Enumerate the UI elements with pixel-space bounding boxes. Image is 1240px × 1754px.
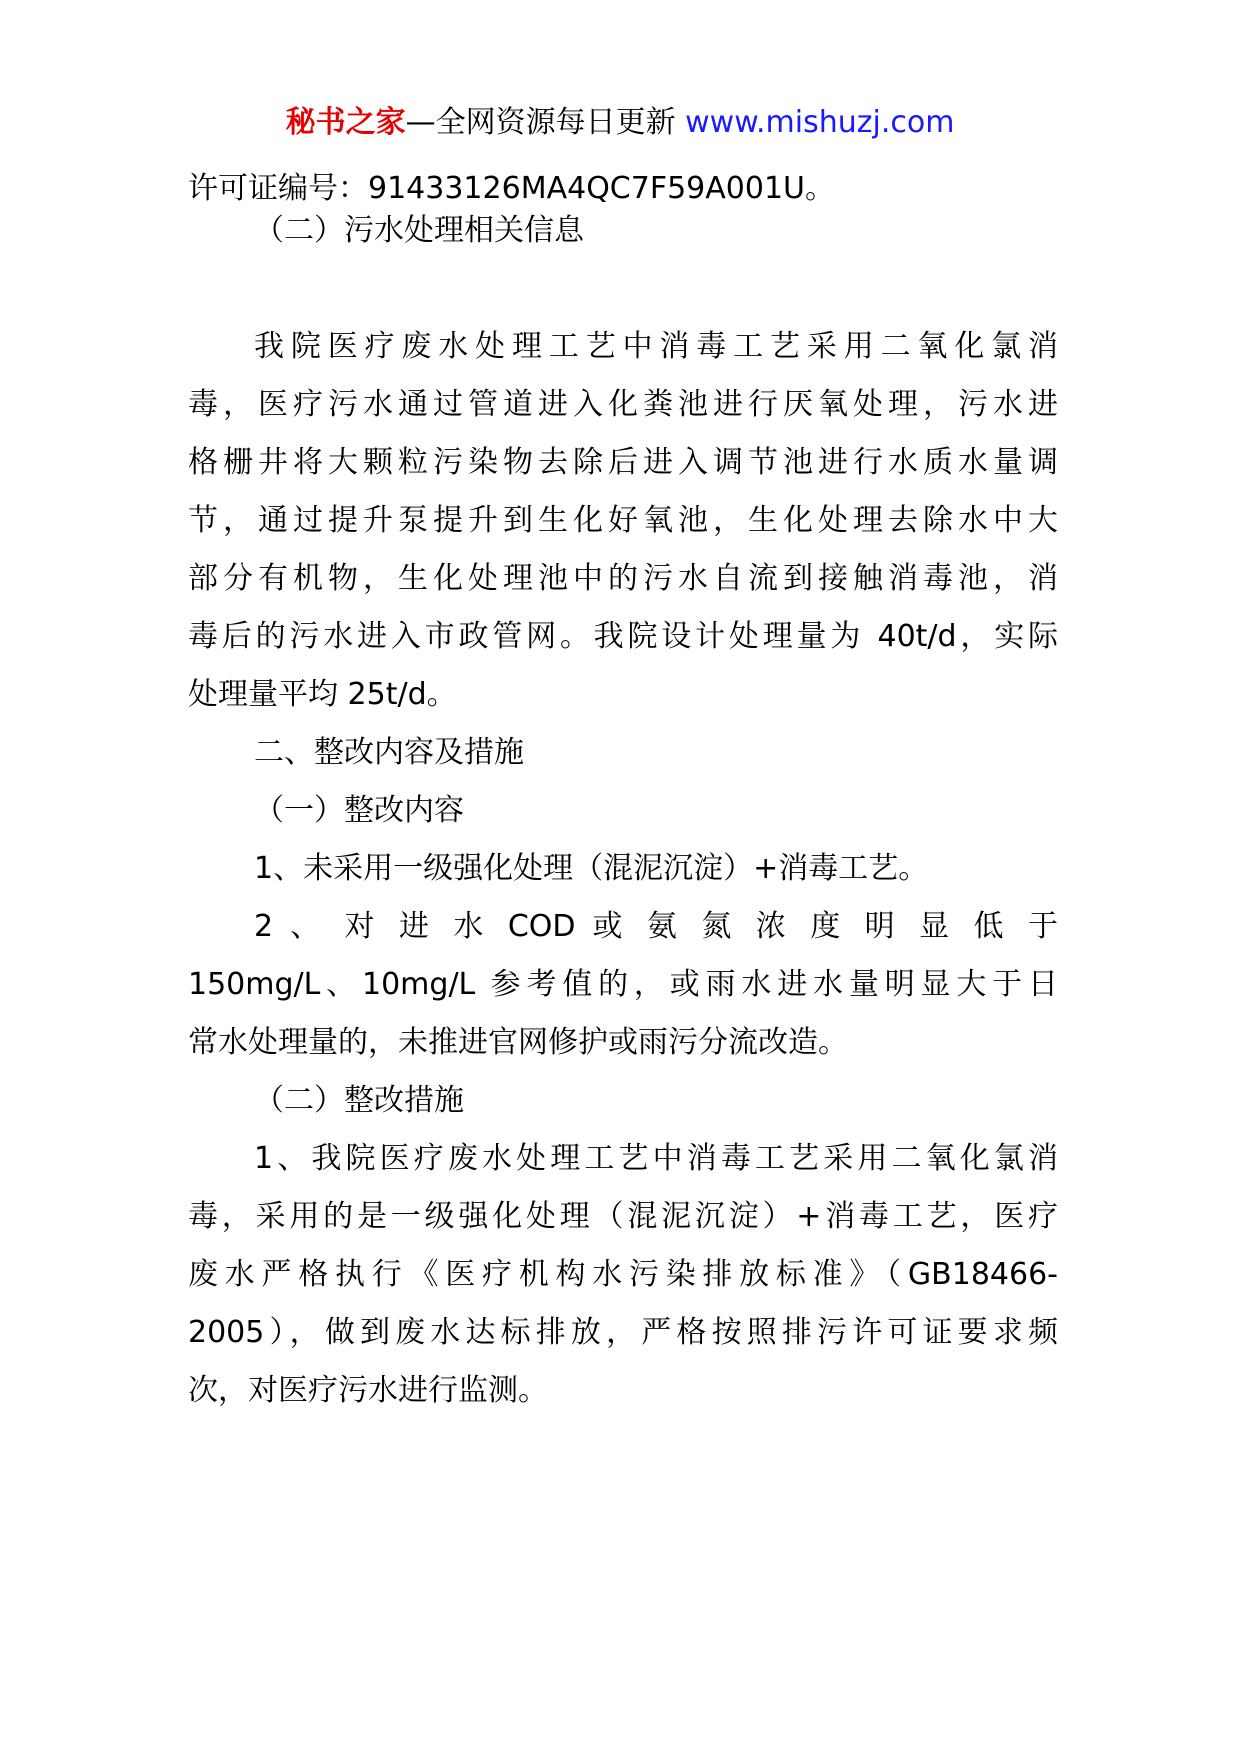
brand-name: 秘书之家 [285, 105, 406, 140]
paragraph-line: 毒，采用的是一级强化处理（混泥沉淀）+消毒工艺，医疗 [188, 1199, 1058, 1234]
paragraph-line: 毒后的污水进入市政管网。我院设计处理量为 40t/d，实际 [188, 619, 1058, 654]
paragraph-line: 废水严格执行《医疗机构水污染排放标准》（GB18466- [188, 1257, 1058, 1292]
section-heading-rectification: 二、整改内容及措施 [254, 735, 524, 770]
paragraph-line: 我院医疗废水处理工艺中消毒工艺采用二氧化氯消 [254, 329, 1058, 364]
paragraph-line: 常水处理量的，未推进官网修护或雨污分流改造。 [188, 1025, 848, 1060]
list-item: 1、我院医疗废水处理工艺中消毒工艺采用二氧化氯消 [254, 1141, 1058, 1176]
subsection-heading-content: （一）整改内容 [254, 793, 464, 828]
paragraph-line: 格栅井将大颗粒污染物去除后进入调节池进行水质水量调 [188, 445, 1058, 480]
paragraph-line: 2005），做到废水达标排放，严格按照排污许可证要求频 [188, 1315, 1058, 1350]
paragraph-line: 节，通过提升泵提升到生化好氧池，生化处理去除水中大 [188, 503, 1058, 538]
subsection-heading-measures: （二）整改措施 [254, 1083, 464, 1118]
paragraph-line: 毒，医疗污水通过管道进入化粪池进行厌氧处理，污水进 [188, 387, 1058, 422]
paragraph-line: 次，对医疗污水进行监测。 [188, 1373, 548, 1408]
paragraph-line: 部分有机物，生化处理池中的污水自流到接触消毒池，消 [188, 561, 1058, 596]
site-header [0, 100, 1240, 146]
section-heading-sewage-info: （二）污水处理相关信息 [254, 213, 584, 248]
list-item: 2 、 对 进 水 COD 或 氨 氮 浓 度 明 显 低 于 [254, 909, 1058, 944]
site-url-link[interactable]: www.mishuzj.com [685, 105, 955, 140]
paragraph-line: 150mg/L、10mg/L 参考值的，或雨水进水量明显大于日 [188, 967, 1058, 1002]
header-slogan: —全网资源每日更新 [405, 105, 686, 140]
list-item: 1、未采用一级强化处理（混泥沉淀）+消毒工艺。 [254, 851, 929, 886]
license-number-line: 许可证编号：91433126MA4QC7F59A001U。 [188, 171, 836, 206]
paragraph-line: 处理量平均 25t/d。 [188, 677, 457, 712]
